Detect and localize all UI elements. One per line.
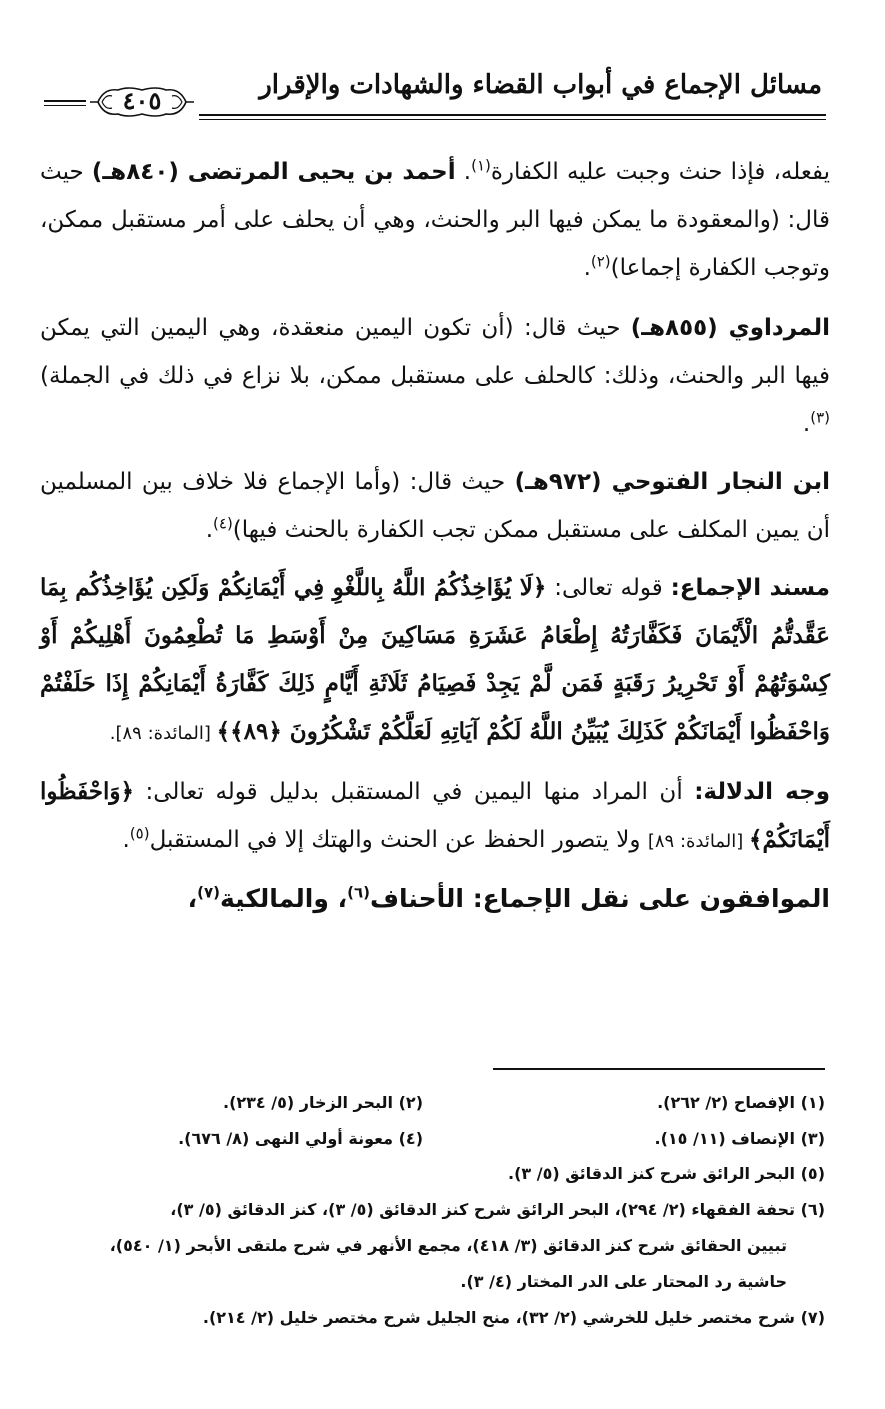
section-label: وجه الدلالة: [694,779,830,805]
footnote-3: (٣) الإنصاف (١١/ ١٥). [654,1128,825,1148]
text: ولا يتصور الحفظ عن الحنث والهتك إلا في المستقبل [149,827,648,853]
quran-verse: ﴿لَا يُؤَاخِذُكُمُ اللَّهُ بِاللَّغْوِ فِي أَيْمَانِكُمْ وَلَكِن يُؤَاخِذُكُم بِمَا عَقَّدتُّمُ الْأَيْمَانَ فَكَفَّارَتُهُ إِطْعَامُ عَشَرَةِ مَسَاكِينَ مِنْ أَوْسَطِ مَا تُطْعِمُونَ أَهْلِيكُمْ أَوْ كِسْوَتُهُمْ أَوْ تَحْرِيرُ رَقَبَةٍ فَمَن لَّمْ يَجِدْ فَصِيَامُ ثَلَاثَةِ أَيَّامٍ ذَلِكَ كَفَّارَةُ أَيْمَانِكُمْ إِذَا حَلَفْتُمْ وَاحْفَظُوا أَيْمَانَكُمْ كَذَلِكَ يُبَيِّنُ اللَّهُ لَكُمْ آيَاتِهِ لَعَلَّكُمْ تَشْكُرُونَ ﴿٨٩﴾﴾ [40,574,830,745]
footnote-5: (٥) البحر الرائق شرح كنز الدقائق (٥/ ٣). [508,1164,825,1183]
footnote-7: (٧) شرح مختصر خليل للخرشي (٢/ ٣٢)، منح الجليل شرح مختصر خليل (٢/ ٢١٤). [202,1308,825,1327]
text: حيث قال: (وأما الإجماع فلا خلاف بين المسلمين أن يمين المكلف على مستقبل ممكن تجب الكفارة بالحنث فيها) [40,469,830,543]
text: يفعله، فإذا حنث وجبت عليه الكفارة [490,159,830,185]
text: حيث قال: (أن تكون اليمين منعقدة، وهي اليمين التي يمكن فيها البر والحنث، وذلك: كالحلف على مستقبل ممكن، بلا نزاع في ذلك في الجملة) [40,315,830,389]
text: ، [187,884,198,913]
quran-verse: ﴿وَاحْفَظُوا أَيْمَانَكُمْ﴾ [40,778,830,853]
scholar-name: المرداوي (٨٥٥هـ) [630,315,830,341]
footnote-1: (١) الإفصاح (٢/ ٢٦٢). [657,1092,825,1112]
verse-reference: [المائدة: ٨٩]. [109,723,217,744]
text: . [583,255,591,281]
page-number: ٤٠٥ [122,86,162,115]
verse-reference: [المائدة: ٨٩] [647,831,750,852]
footnote-ref: (١) [471,156,491,175]
scholar-name: ابن النجار الفتوحي (٩٧٢هـ) [514,469,831,495]
header-left-rule-thin [44,105,86,106]
footnote-2: (٢) البحر الزخار (٥/ ٢٣٤). [223,1092,423,1112]
footnote-6: (٦) تحفة الفقهاء (٢/ ٢٩٤)، البحر الرائق شرح كنز الدقائق (٥/ ٣)، كنز الدقائق (٥/ ٣)، [170,1200,825,1219]
footnote-ref: (٤) [213,514,233,533]
text: . [802,411,811,437]
footnote-ref: (٥) [129,824,150,843]
footnote-ref: (٢) [590,252,611,271]
main-text [40,148,830,922]
scholar-name: أحمد بن يحيى المرتضى (٨٤٠هـ) [91,159,456,185]
page-number-ornament [88,84,196,120]
text: الأحناف [369,884,473,913]
footnote-ref: (٧) [197,883,220,902]
running-title: مسائل الإجماع في أبواب القضاء والشهادات والإقرار [259,70,822,100]
header-left-rule [44,100,86,102]
footnote-ref: (٦) [347,883,370,902]
text: قوله تعالى: [546,575,671,601]
footnote-4: (٤) معونة أولي النهى (٨/ ٦٧٦). [178,1128,423,1148]
header-rule-thin [199,119,826,120]
text: . [205,517,214,543]
paragraph-2 [40,304,830,448]
footnote-separator [493,1068,825,1070]
paragraph-1 [40,148,830,292]
section-label: الموافقون على نقل الإجماع: [472,884,830,913]
footnote-ref: (٣) [810,408,830,427]
footnote-6-cont: تبيين الحقائق شرح كنز الدقائق (٣/ ٤١٨)، مجمع الأنهر في شرح ملتقى الأبحر (١/ ٥٤٠)، [109,1236,787,1255]
header-rule [199,114,826,116]
paragraph-3 [40,458,830,554]
page-header [44,70,826,126]
footnotes [63,1084,825,1336]
text: ، والمالكية [219,884,348,913]
paragraph-6 [40,876,830,922]
text: حيث قال: (والمعقودة ما يمكن فيها البر والحنث، وهي أن يحلف على أمر مستقبل ممكن، وتوجب الكفارة إجماعا) [40,159,830,281]
section-label: مسند الإجماع: [670,575,830,601]
text: . [122,827,130,853]
text: . [455,159,472,185]
paragraph-4 [40,564,830,758]
footnote-row [63,1084,825,1120]
footnote-row [63,1120,825,1156]
footnote-6-cont: حاشية رد المحتار على الدر المختار (٤/ ٣). [460,1272,787,1291]
paragraph-5 [40,768,830,866]
text: أن المراد منها اليمين في المستقبل بدليل قوله تعالى: [133,779,695,805]
